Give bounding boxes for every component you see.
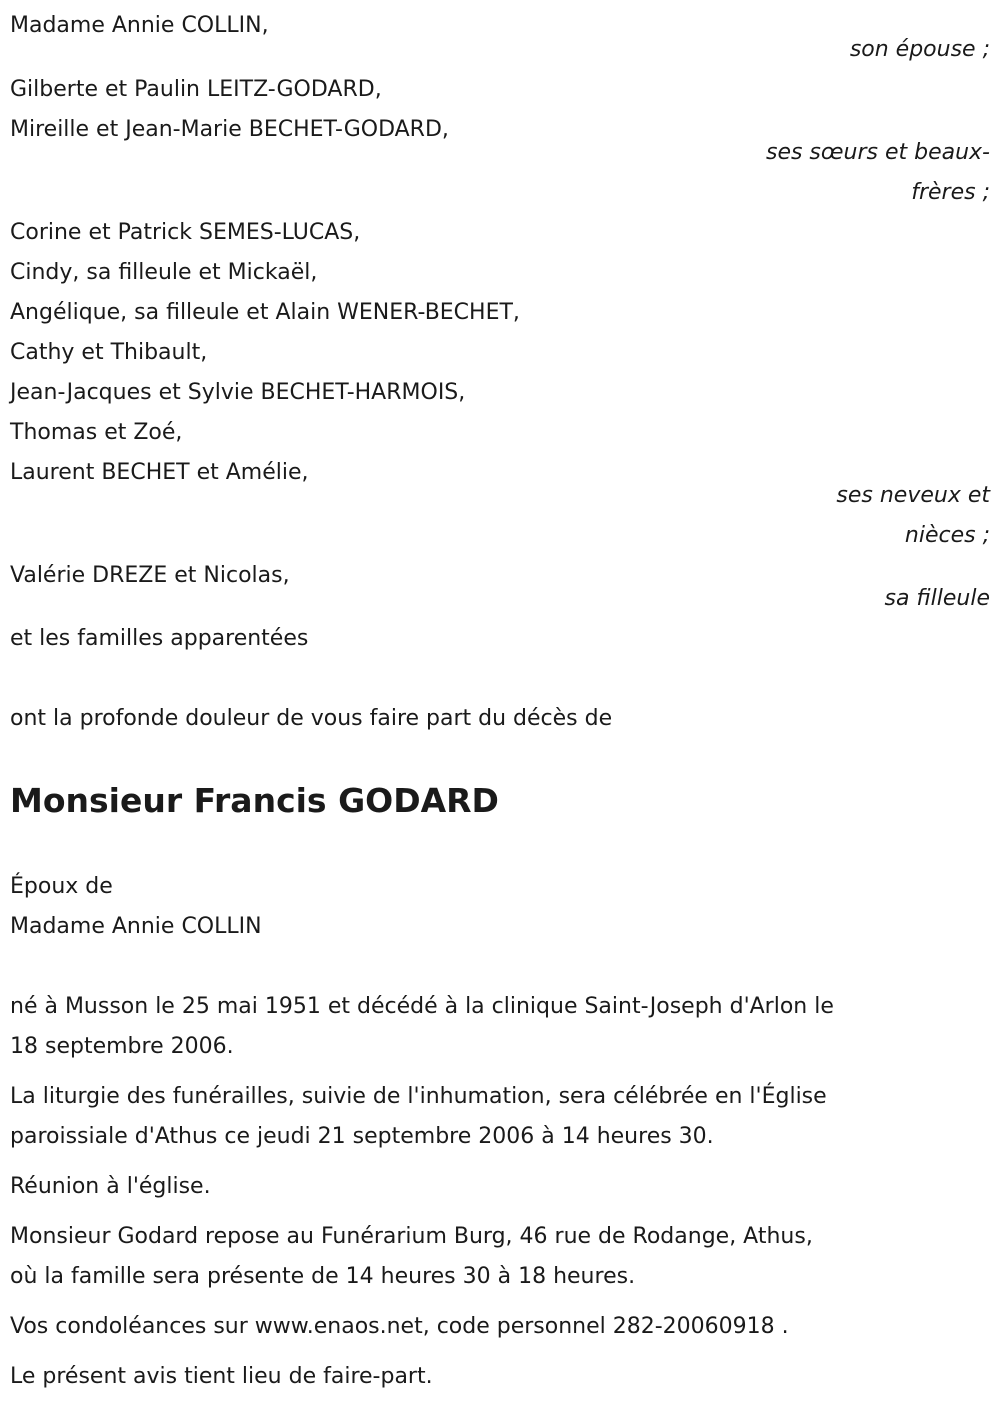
text-line: né à Musson le 25 mai 1951 et décédé à la clinique Saint-Joseph d'Arlon le <box>10 994 834 1019</box>
sibling-line: Mireille et Jean-Marie BECHET-GODARD, <box>10 117 449 142</box>
text-line: Réunion à l'église. <box>10 1174 211 1199</box>
text-line: Vos condoléances sur www.enaos.net, code personnel 282-20060918 . <box>10 1314 789 1339</box>
nephew-line: Thomas et Zoé, <box>10 420 183 445</box>
paragraph-condolences <box>10 1307 990 1347</box>
nephew-line: Cindy, sa filleule et Mickaël, <box>10 260 318 285</box>
sibling-line: Gilberte et Paulin LEITZ-GODARD, <box>10 77 382 102</box>
paragraph-notice <box>10 1357 990 1397</box>
text-line: La liturgie des funérailles, suivie de l'inhumation, sera célébrée en l'Église <box>10 1084 827 1109</box>
paragraph-birth-death <box>10 987 990 1067</box>
nephew-line: Cathy et Thibault, <box>10 340 208 365</box>
spouse-of-name: Madame Annie COLLIN <box>10 914 262 939</box>
nephews-role: ses neveux et <box>836 483 990 508</box>
nephews-role: nièces ; <box>904 523 990 548</box>
text-line: où la famille sera présente de 14 heures 30 à 18 heures. <box>10 1264 636 1289</box>
siblings-role: frères ; <box>911 180 990 205</box>
deceased-name: Monsieur Francis GODARD <box>10 781 499 820</box>
paragraph-funeral-home <box>10 1217 990 1297</box>
nephew-line: Jean-Jacques et Sylvie BECHET-HARMOIS, <box>10 380 466 405</box>
paragraph-funeral <box>10 1077 990 1157</box>
spouse-role: son épouse ; <box>849 37 990 62</box>
nephew-line: Corine et Patrick SEMES-LUCAS, <box>10 220 361 245</box>
text-line: paroissiale d'Athus ce jeudi 21 septembre 2006 à 14 heures 30. <box>10 1124 714 1149</box>
spouse-name: Madame Annie COLLIN, <box>10 13 269 38</box>
relatives-line: et les familles apparentées <box>10 626 309 651</box>
nephew-line: Laurent BECHET et Amélie, <box>10 460 309 485</box>
text-line: Le présent avis tient lieu de faire-part. <box>10 1364 433 1389</box>
goddaughter-role: sa filleule <box>884 586 990 611</box>
spouse-of-label: Époux de <box>10 874 113 899</box>
text-line: Monsieur Godard repose au Funérarium Burg, 46 rue de Rodange, Athus, <box>10 1224 813 1249</box>
obituary-notice <box>10 6 990 1397</box>
text-line: 18 septembre 2006. <box>10 1034 234 1059</box>
goddaughter-line: Valérie DREZE et Nicolas, <box>10 563 290 588</box>
nephew-line: Angélique, sa filleule et Alain WENER-BECHET, <box>10 300 520 325</box>
siblings-role: ses sœurs et beaux- <box>765 140 990 165</box>
paragraph-meeting <box>10 1167 990 1207</box>
announcement: ont la profonde douleur de vous faire part du décès de <box>10 706 613 731</box>
